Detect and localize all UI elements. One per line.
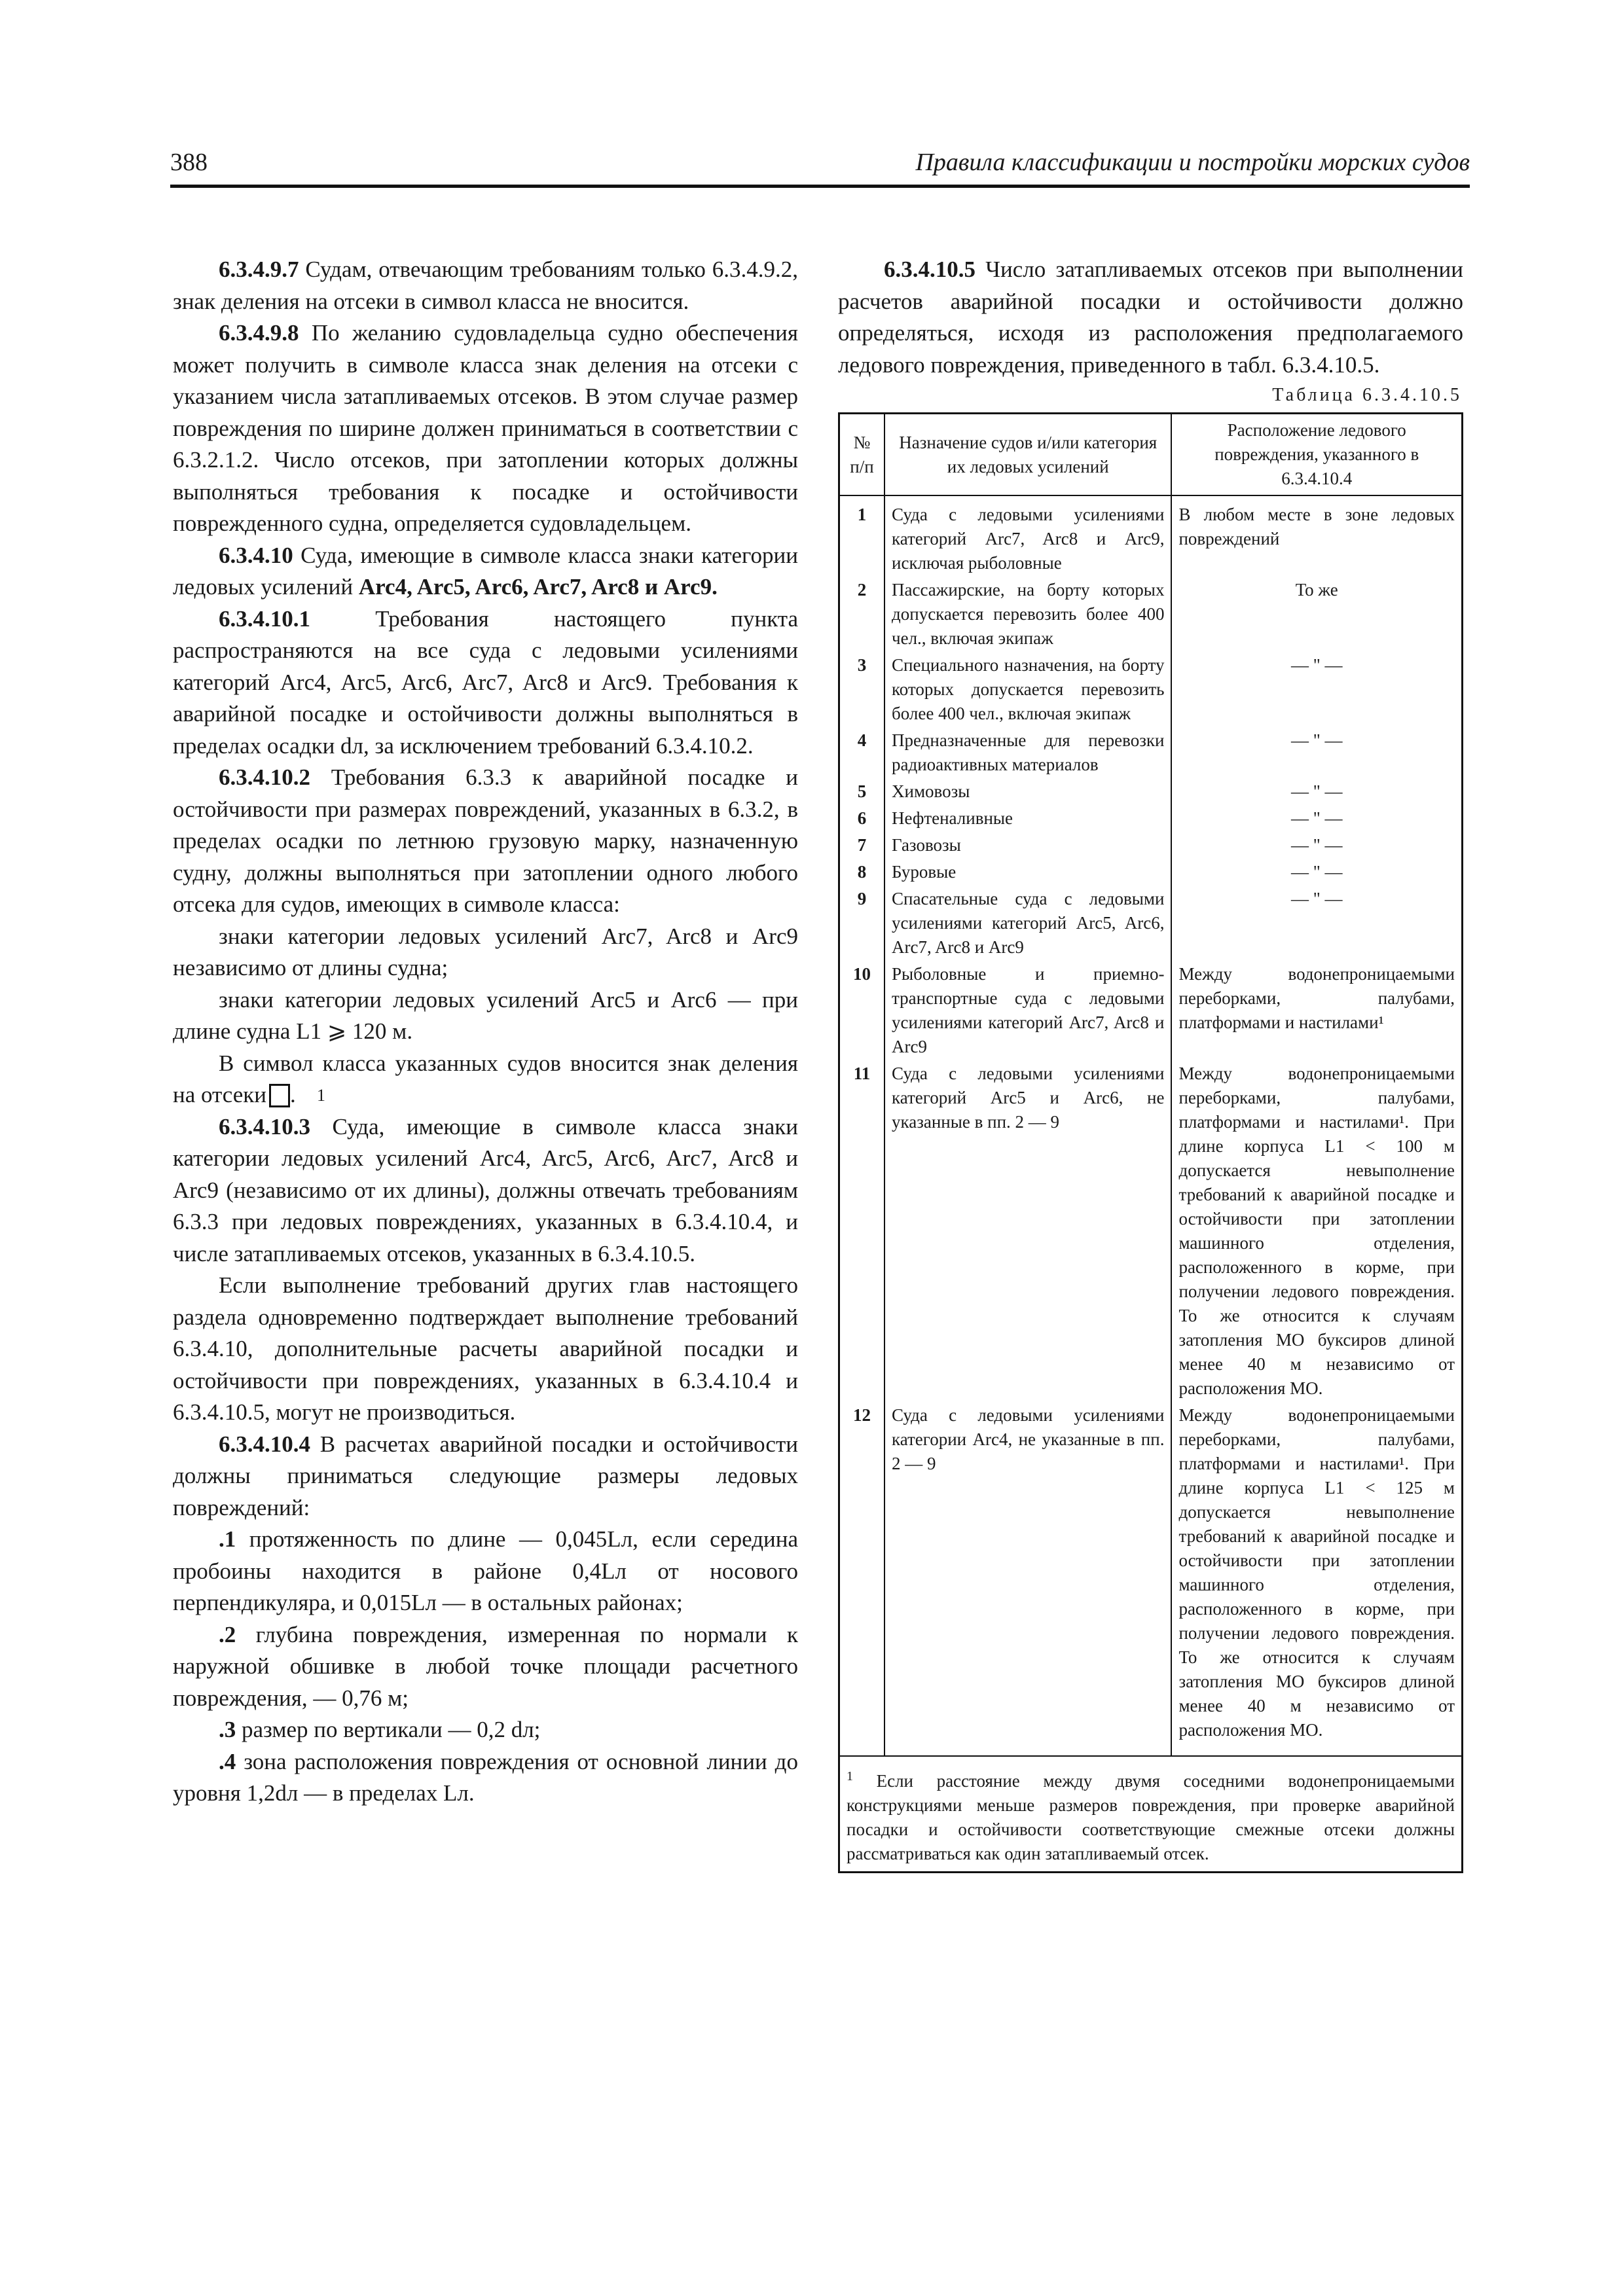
row-number: 8 [839,859,885,886]
left-column [173,254,798,1810]
table-row [839,727,1463,778]
row-purpose: Рыболовные и приемно-транспортные суда с ледовыми усилениями категорий Arc7, Arc8 и Arc9 [884,961,1171,1060]
row-number: 1 [839,495,885,577]
row-purpose: Суда с ледовыми усилениями категорий Arc7, Arc8 и Arc9, исключая рыболовные [884,495,1171,577]
row-purpose: Спасательные суда с ледовыми усилениями категорий Arc5, Arc6, Arc7, Arc8 и Arc9 [884,886,1171,961]
subdivision-sign-box: 1 [269,1084,290,1107]
row-purpose: Предназначенные для перевозки радиоактивных материалов [884,727,1171,778]
table-row [839,495,1463,577]
row-location: — " — [1171,652,1462,727]
row-location: — " — [1171,832,1462,859]
row-number: 4 [839,727,885,778]
row-location: — " — [1171,727,1462,778]
running-title: Правила классификации и постройки морских судов [915,149,1470,176]
ice-damage-table [838,412,1463,1873]
row-number: 7 [839,832,885,859]
row-number: 11 [839,1060,885,1402]
table-row [839,805,1463,832]
row-location: — " — [1171,886,1462,961]
row-purpose: Газовозы [884,832,1171,859]
row-purpose: Пассажирские, на борту которых допускается перевозить более 400 чел., включая экипаж [884,577,1171,652]
row-purpose: Нефтеналивные [884,805,1171,832]
row-purpose: Суда с ледовыми усилениями категорий Arc5 и Arc6, не указанные в пп. 2 — 9 [884,1060,1171,1402]
row-location: Между водонепроницаемыми переборками, палубами, платформами и настилами¹ [1171,961,1462,1060]
paragraph-6.3.4.10.2: 6.3.4.10.2 Требования 6.3.3 к аварийной посадке и остойчивости при размерах повреждений, указанных в 6.3.2, в пределах осадки по летнюю грузовую марку, назначенную судну, должны выполняться при затоплении одного любого отсека для судов, имеющих в символе класса: [173,764,798,917]
list-item-3: .3 размер по вертикали — 0,2 dл; [219,1717,541,1742]
row-number: 2 [839,577,885,652]
row-number: 9 [839,886,885,961]
table-body [839,495,1463,1756]
table-footnote-row [839,1756,1463,1873]
table-caption: Таблица 6.3.4.10.5 [1272,385,1462,405]
row-location: Между водонепроницаемыми переборками, палубами, платформами и настилами¹. При длине корпуса L1 < 125 м допускается невыполнение требований к аварийной посадке и остойчивости при затоплении машинного отделения, расположенного в корме, при получении ледового повреждения. То же относится к случаям затопления МО буксиров длиной менее 40 м независимо от расположения МО. [1171,1402,1462,1756]
paragraph-6.3.4.10.4: 6.3.4.10.4 В расчетах аварийной посадки и остойчивости должны приниматься следующие размеры ледовых повреждений: [173,1431,798,1520]
table-row [839,961,1463,1060]
paragraph-6.3.4.10.3: 6.3.4.10.3 Суда, имеющие в символе класса знаки категории ледовых усилений Arc4, Arc5, Arc6, Arc7, Arc8 и Arc9 (независимо от их длины), должны отвечать требованиям 6.3.3 при ледовых повреждениях, указанных в 6.3.4.10.4, и числе затапливаемых отсеков, указанных в 6.3.4.10.5. [173,1113,798,1266]
paragraph-arc7-arc9: знаки категории ледовых усилений Arc7, Arc8 и Arc9 независимо от длины судна; [173,923,798,980]
row-purpose: Суда с ледовыми усилениями категории Arc4, не указанные в пп. 2 — 9 [884,1402,1171,1756]
header-location: Расположение ледового повреждения, указанного в 6.3.4.10.4 [1171,414,1462,496]
row-location: — " — [1171,859,1462,886]
footnote-text: Если расстояние между двумя соседними водонепроницаемыми конструкциями меньше размеров повреждения, при проверке аварийной посадки и остойчивости соответствующие смежные отсеки должны рассматриваться как один затапливаемый отсек. [847,1771,1455,1863]
row-number: 3 [839,652,885,727]
row-purpose: Химовозы [884,778,1171,805]
row-purpose: Специального назначения, на борту которых допускается перевозить более 400 чел., включая экипаж [884,652,1171,727]
footnote-mark: 1 [847,1769,853,1784]
row-location: То же [1171,577,1462,652]
paragraph-class-symbol: В символ класса указанных судов вносится знак деления на отсеки 1. [173,1050,798,1107]
list-item-4: .4 зона расположения повреждения от основной линии до уровня 1,2dл — в пределах Lл. [173,1748,798,1806]
table-row [839,886,1463,961]
row-number: 12 [839,1402,885,1756]
row-number: 10 [839,961,885,1060]
list-item-1: .1 протяженность по длине — 0,045Lл, если середина пробоины находится в районе 0,4Lл от носового перпендикуляра, и 0,015Lл — в остальных районах; [173,1526,798,1615]
row-purpose: Буровые [884,859,1171,886]
paragraph-6.3.4.10.1: 6.3.4.10.1 Требования настоящего пункта распространяются на все суда с ледовыми усилениями категорий Arc4, Arc5, Arc6, Arc7, Arc8 и Arc9. Требования к аварийной посадке и остойчивости должны выполняться в пределах осадки dл, за исключением требований 6.3.4.10.2. [173,605,798,759]
page-header [170,145,1470,188]
row-location: Между водонепроницаемыми переборками, палубами, платформами и настилами¹. При длине корпуса L1 < 100 м допускается невыполнение требований к аварийной посадке и остойчивости при затоплении машинного отделения, расположенного в корме, при получении ледового повреждения. То же относится к случаям затопления МО буксиров длиной менее 40 м независимо от расположения МО. [1171,1060,1462,1402]
right-column [838,254,1463,1873]
table-row [839,652,1463,727]
table-header-row [839,414,1463,496]
paragraph-other-chapters: Если выполнение требований других глав настоящего раздела одновременно подтверждает выполнение требований 6.3.4.10, дополнительные расчеты аварийной посадки и остойчивости при повреждениях, указанных в 6.3.4.10.4 и 6.3.4.10.5, могут не производиться. [173,1272,798,1425]
table-footnote [839,1756,1463,1873]
paragraph-6.3.4.10.5: 6.3.4.10.5 Число затапливаемых отсеков при выполнении расчетов аварийной посадки и остойчивости должно определяться, исходя из расположения предполагаемого ледового повреждения, приведенного в табл. 6.3.4.10.5. [838,257,1463,378]
row-number: 5 [839,778,885,805]
header-number: № п/п [839,414,885,496]
list-item-2: .2 глубина повреждения, измеренная по нормали к наружной обшивке в любой точке площади расчетного повреждения, — 0,76 м; [173,1621,798,1711]
table-row [839,1402,1463,1756]
row-number: 6 [839,805,885,832]
row-location: В любом месте в зоне ледовых повреждений [1171,495,1462,577]
table-row [839,778,1463,805]
row-location: — " — [1171,805,1462,832]
table-row [839,577,1463,652]
paragraph-6.3.4.9.7: 6.3.4.9.7 Судам, отвечающим требованиям только 6.3.4.9.2, знак деления на отсеки в символ класса не вносится. [173,257,798,314]
paragraph-6.3.4.10: 6.3.4.10 Суда, имеющие в символе класса знаки категории ледовых усилений Arc4, Arc5, Arc6, Arc7, Arc8 и Arc9. [173,542,798,600]
page-number: 388 [170,149,208,176]
row-location: — " — [1171,778,1462,805]
paragraph-arc5-arc6: знаки категории ледовых усилений Arc5 и Arc6 — при длине судна L1 ⩾ 120 м. [173,986,798,1044]
table-row [839,859,1463,886]
paragraph-6.3.4.9.8: 6.3.4.9.8 По желанию судовладельца судно обеспечения может получить в символе класса знак деления на отсеки с указанием числа затапливаемых отсеков. В этом случае размер повреждения по ширине должен приниматься в соответствии с 6.3.2.1.2. Число отсеков, при затоплении которых должны выполняться требования к посадке и остойчивости поврежденного судна, определяется судовладельцем. [173,320,798,536]
header-purpose: Назначение судов и/или категория их ледовых усилений [884,414,1171,496]
table-row [839,1060,1463,1402]
table-row [839,832,1463,859]
